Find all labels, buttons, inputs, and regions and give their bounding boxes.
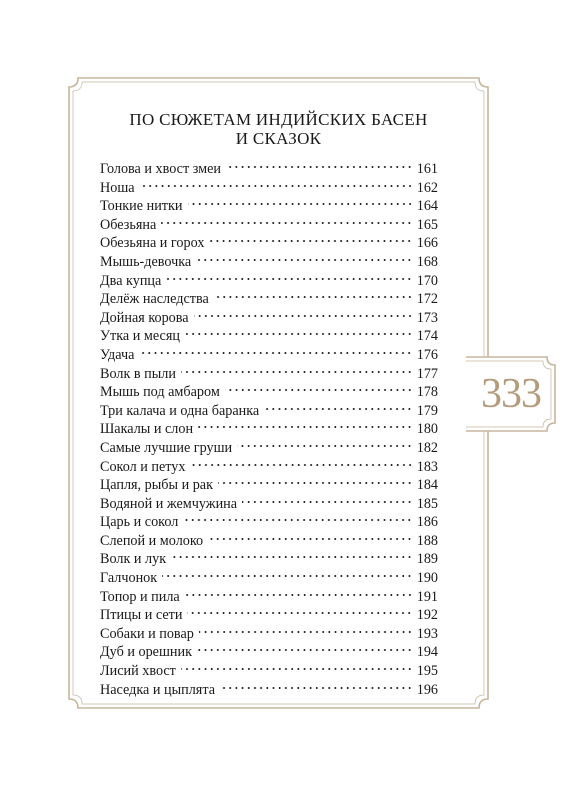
- toc-entry-title: Топор и пила: [100, 588, 180, 605]
- toc-entry-page: 190: [416, 570, 438, 587]
- toc-entry-page: 170: [416, 272, 438, 289]
- toc-entry[interactable]: [100, 569, 438, 588]
- dot-leader: [237, 443, 413, 449]
- toc-entry[interactable]: [100, 662, 438, 681]
- toc-entry-title: Мышь-девочка: [100, 253, 192, 270]
- toc-entry-title: Волк в пыли: [100, 365, 176, 382]
- dot-leader: [191, 462, 413, 468]
- toc-entry-page: 189: [416, 551, 438, 568]
- dot-leader: [183, 517, 412, 523]
- toc-entry-page: 178: [416, 384, 438, 401]
- toc-entry[interactable]: [100, 439, 438, 458]
- toc-entry-title: Птицы и сети: [100, 607, 183, 624]
- toc-entry-page: 192: [416, 607, 438, 624]
- toc-entry-page: 174: [416, 328, 438, 345]
- toc-entry-page: 164: [416, 198, 438, 215]
- toc-entry[interactable]: [100, 234, 438, 253]
- toc-entry-page: 191: [416, 588, 438, 605]
- toc-entry-page: 182: [416, 439, 438, 456]
- toc-entry-title: Царь и сокол: [100, 514, 179, 531]
- section-heading: [66, 110, 491, 148]
- dot-leader: [187, 610, 412, 616]
- dot-leader: [162, 573, 413, 579]
- dot-leader: [181, 369, 413, 375]
- toc-entry[interactable]: [100, 327, 438, 346]
- dot-leader: [185, 331, 413, 337]
- toc-entry-title: Два купца: [100, 272, 162, 289]
- toc-entry-title: Голова и хвост змеи: [100, 161, 221, 177]
- page-number: 333: [481, 371, 541, 417]
- toc-entry-title: Тонкие нитки: [100, 198, 183, 215]
- toc-entry-title: Цапля, рыбы и рак: [100, 477, 213, 494]
- dot-leader: [194, 313, 413, 319]
- toc-entry-page: 188: [416, 532, 438, 549]
- toc-entry-title: Сокол и петух: [100, 458, 186, 475]
- toc-entry-title: Галчонок: [100, 570, 158, 587]
- toc-entry-page: 186: [416, 514, 438, 531]
- heading-line-2: И СКАЗОК: [235, 129, 322, 148]
- toc-entry-title: Слепой и молоко: [100, 532, 204, 549]
- toc-entry[interactable]: [100, 643, 438, 662]
- toc-entry-page: 172: [416, 291, 438, 308]
- toc-entry-page: 195: [416, 663, 438, 680]
- toc-entry-page: 161: [416, 161, 438, 177]
- toc-entry-title: Волк и лук: [100, 551, 167, 568]
- toc-entry[interactable]: [100, 550, 438, 569]
- toc-entry-title: Собаки и повар: [100, 625, 194, 642]
- toc-entry-title: Удача: [100, 346, 135, 363]
- toc-entry[interactable]: [100, 532, 438, 551]
- toc-entry-page: 185: [416, 495, 438, 512]
- toc-entry-title: Обезьяна и горох: [100, 235, 205, 252]
- toc-entry[interactable]: [100, 513, 438, 532]
- dot-leader: [225, 387, 413, 393]
- toc-entry[interactable]: [100, 365, 438, 384]
- toc-entry-page: 179: [416, 402, 438, 419]
- toc-entry[interactable]: [100, 309, 438, 328]
- toc-entry-page: 173: [416, 309, 438, 326]
- toc-entry[interactable]: [100, 476, 438, 495]
- toc-entry-page: 166: [416, 235, 438, 252]
- toc-entry[interactable]: [100, 272, 438, 291]
- toc-entry[interactable]: [100, 383, 438, 402]
- toc-entry[interactable]: [100, 606, 438, 625]
- toc-entry-title: Дуб и орешник: [100, 644, 192, 661]
- toc-entry-title: Шакалы и слон: [100, 421, 194, 438]
- toc-entry-page: 184: [416, 477, 438, 494]
- dot-leader: [218, 480, 413, 486]
- toc-entry-title: Обезьяна: [100, 216, 157, 233]
- toc-entry-page: 196: [416, 681, 438, 698]
- toc-entry[interactable]: [100, 588, 438, 607]
- toc-entry-page: 193: [416, 625, 438, 642]
- dot-leader: [226, 164, 413, 170]
- toc-entry-page: 180: [416, 421, 438, 438]
- toc-entry-title: Наседка и цыплята: [100, 681, 215, 698]
- toc-entry[interactable]: [100, 625, 438, 644]
- dot-leader: [161, 220, 412, 226]
- toc-entry-title: Дойная корова: [100, 309, 189, 326]
- dot-leader: [264, 406, 413, 412]
- dot-leader: [197, 647, 413, 653]
- dot-leader: [199, 629, 413, 635]
- dot-leader: [242, 499, 413, 505]
- toc-entry-title: Три калача и одна баранка: [100, 402, 260, 419]
- toc-entry[interactable]: [100, 160, 438, 179]
- toc-entry-title: Самые лучшие груши: [100, 439, 233, 456]
- toc-entry[interactable]: [100, 179, 438, 198]
- toc-entry-page: 177: [416, 365, 438, 382]
- toc-entry-title: Утка и месяц: [100, 328, 180, 345]
- toc-entry[interactable]: [100, 458, 438, 477]
- dot-leader: [139, 350, 412, 356]
- toc-entry[interactable]: [100, 495, 438, 514]
- toc-entry-title: Ноша: [100, 179, 135, 196]
- toc-entry-page: 194: [416, 644, 438, 661]
- dot-leader: [196, 257, 412, 263]
- dot-leader: [214, 294, 413, 300]
- toc-entry[interactable]: [100, 216, 438, 235]
- toc-entry[interactable]: [100, 253, 438, 272]
- page-number-tab: [464, 354, 558, 434]
- dot-leader: [181, 666, 413, 672]
- dot-leader: [185, 592, 413, 598]
- dot-leader: [208, 536, 413, 542]
- toc-entry-page: 162: [416, 179, 438, 196]
- dot-leader: [209, 238, 412, 244]
- dot-leader: [166, 276, 412, 282]
- toc-entry-page: 183: [416, 458, 438, 475]
- dot-leader: [220, 685, 413, 691]
- dot-leader: [171, 554, 413, 560]
- toc-entry-title: Лисий хвост: [100, 663, 176, 680]
- toc-entry-page: 168: [416, 253, 438, 270]
- table-of-contents: [100, 160, 438, 699]
- toc-entry[interactable]: [100, 402, 438, 421]
- toc-entry-page: 176: [416, 346, 438, 363]
- toc-entry[interactable]: [100, 681, 438, 700]
- dot-leader: [188, 201, 413, 207]
- dot-leader: [198, 424, 413, 430]
- toc-entry-title: Делёж наследства: [100, 291, 209, 308]
- dot-leader: [140, 183, 413, 189]
- toc-entry-page: 165: [416, 216, 438, 233]
- toc-entry[interactable]: [100, 197, 438, 216]
- toc-entry-title: Водяной и жемчужина: [100, 495, 238, 512]
- heading-line-1: ПО СЮЖЕТАМ ИНДИЙСКИХ БАСЕН: [129, 110, 428, 129]
- toc-entry[interactable]: [100, 346, 438, 365]
- toc-entry-title: Мышь под амбаром: [100, 384, 220, 401]
- toc-entry[interactable]: [100, 420, 438, 439]
- toc-entry[interactable]: [100, 290, 438, 309]
